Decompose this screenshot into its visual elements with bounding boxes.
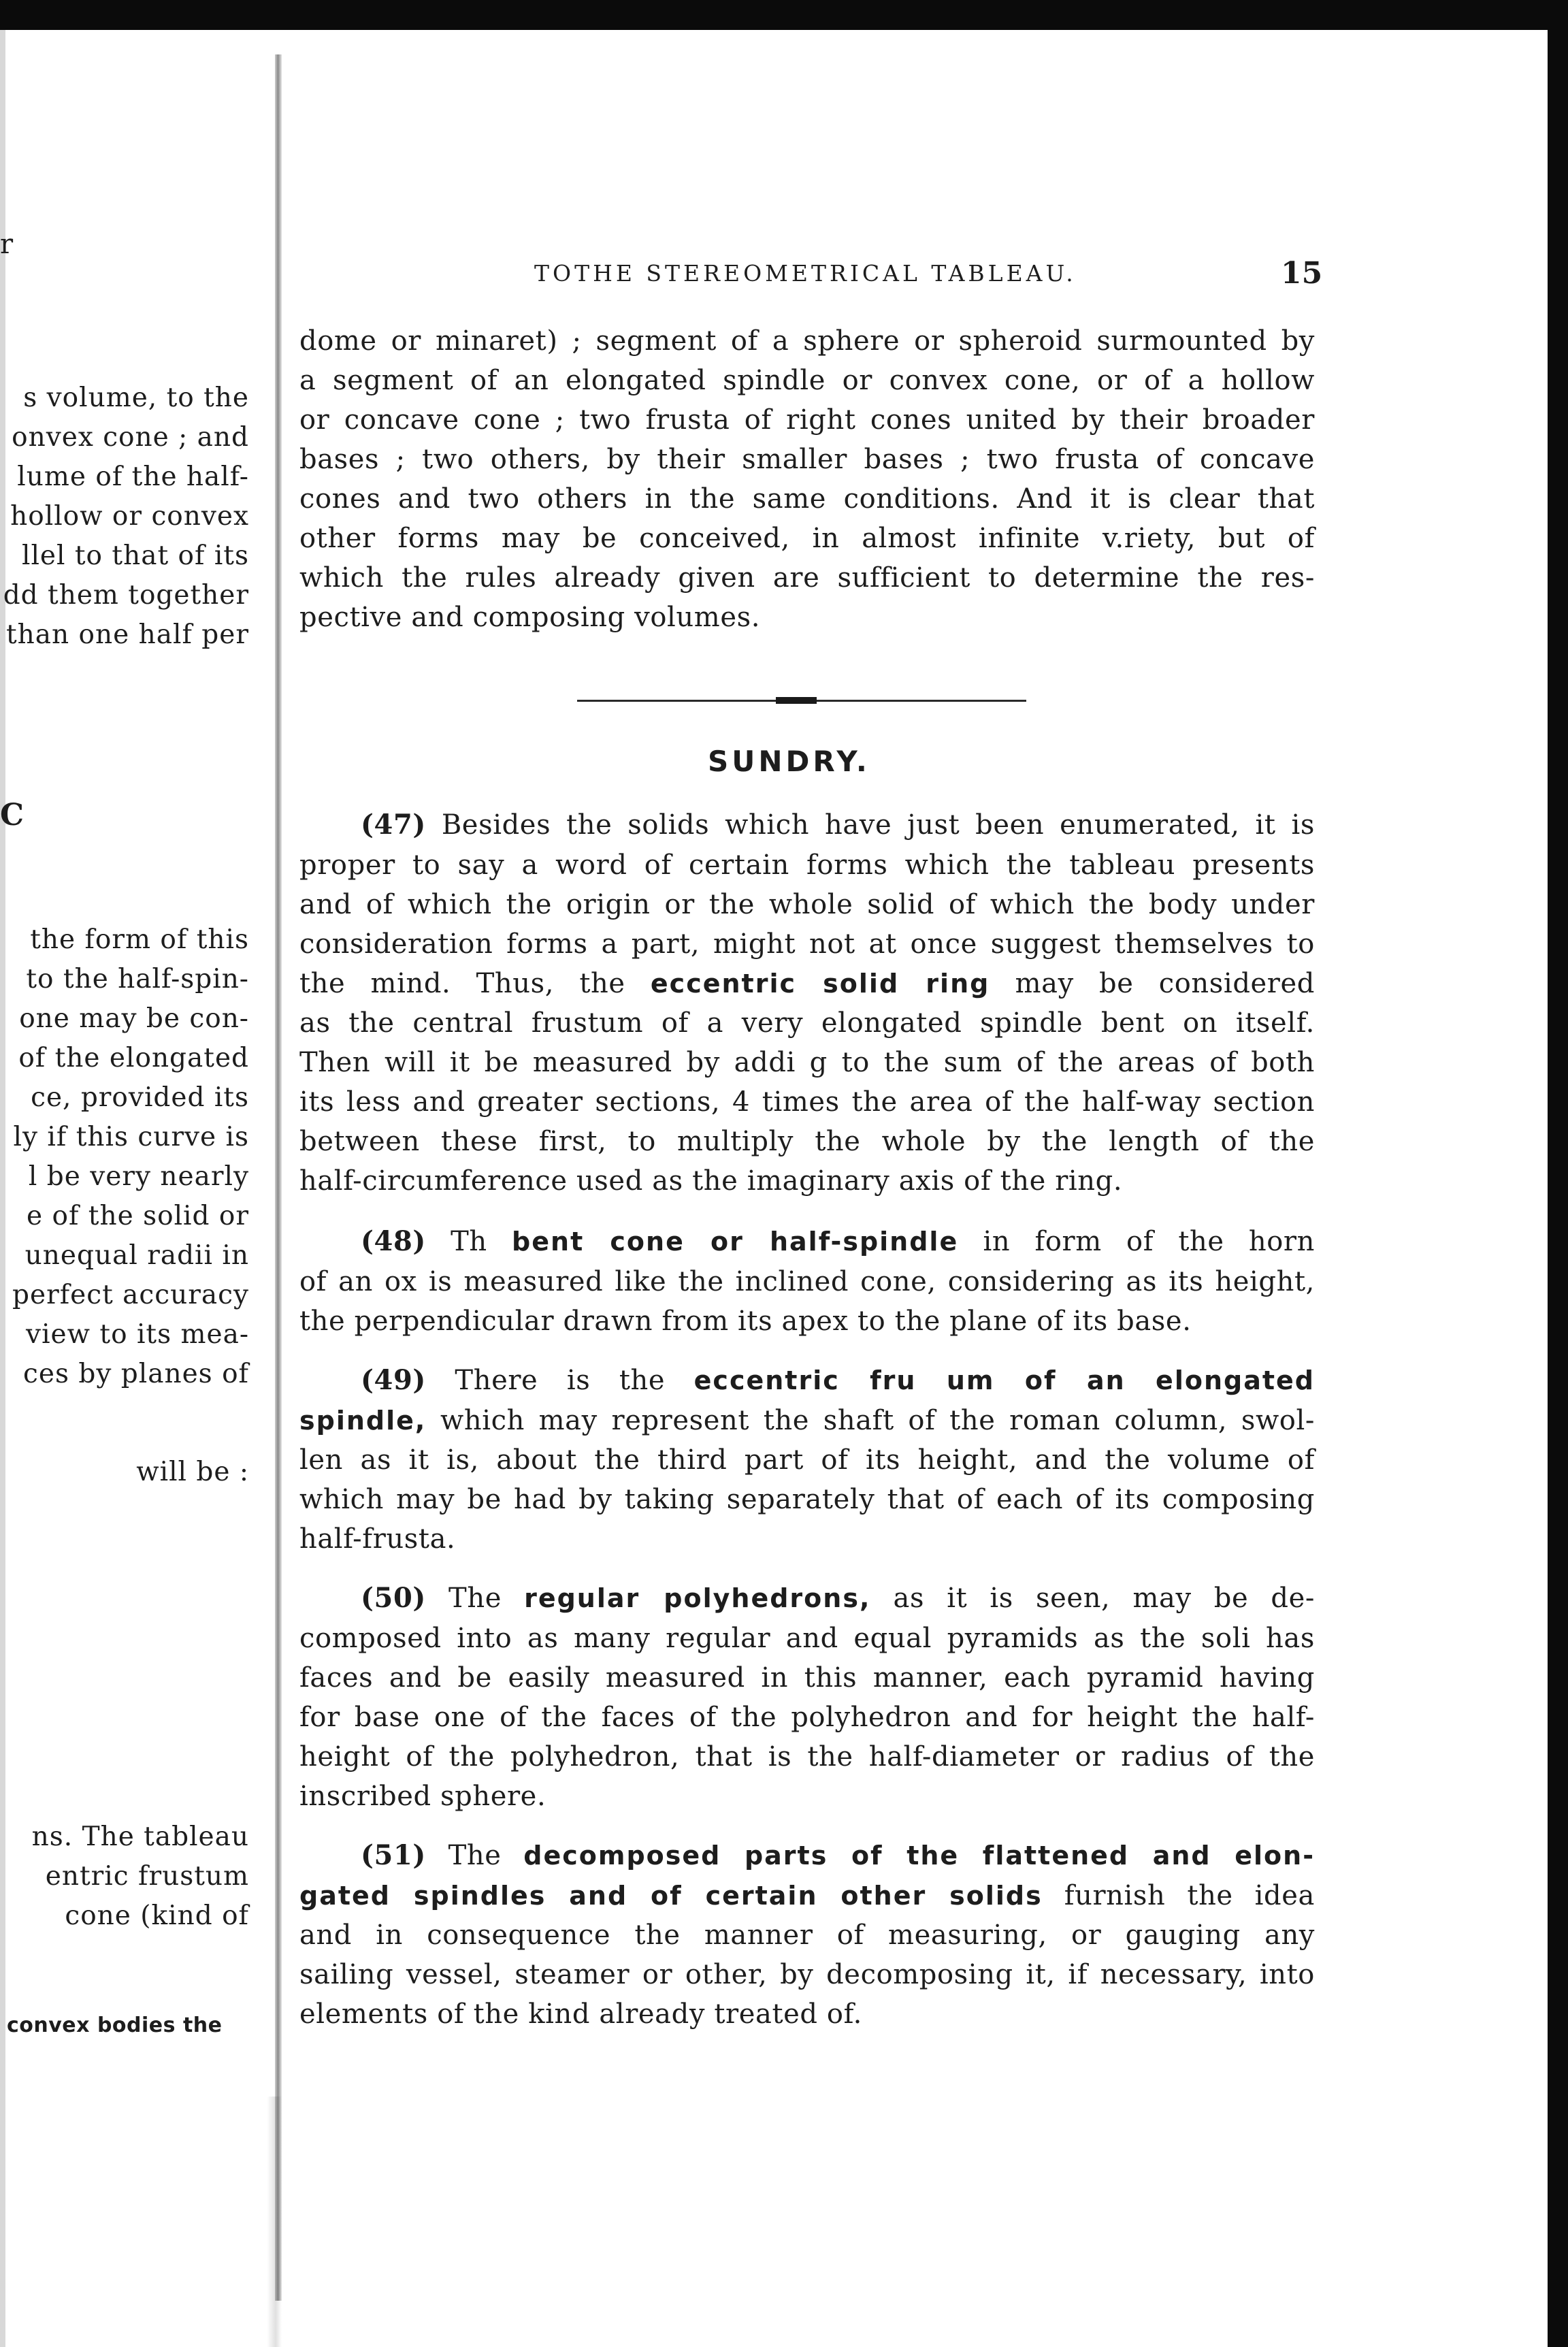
left-fragment-line: lume of the half- — [17, 462, 249, 492]
left-fragment-line: dd them together — [3, 580, 249, 611]
paragraph-50-line: faces and be easily measured in this manner, each pyramid having — [299, 1662, 1315, 1694]
left-fragment-line: of the elongated — [18, 1043, 249, 1073]
paragraph-50-line: composed into as many regular and equal pyramids as the soli has — [299, 1623, 1315, 1654]
paragraph-49-line: len as it is, about the third part of its height, and the volume of — [299, 1444, 1315, 1476]
page-number: 15 — [1281, 256, 1323, 291]
left-fragment-line: llel to that of its — [21, 540, 249, 571]
paragraph-50-line: (50) The regular polyhedrons, as it is seen, may be de- — [361, 1582, 1315, 1614]
paragraph-49-line: half-frusta. — [299, 1523, 456, 1555]
paragraph-47-line: Then will it be measured by addi g to the sum of the areas of both — [299, 1047, 1315, 1078]
left-fragment-line: perfect accuracy — [12, 1280, 249, 1310]
paragraph-51-line: (51) The decomposed parts of the flattened and elon- — [361, 1839, 1315, 1871]
left-fragment-heading-letter: C — [0, 798, 25, 832]
left-fragment-line: ces by planes of — [23, 1359, 249, 1389]
paragraph-49-line: spindle, which may represent the shaft of the roman column, swol- — [299, 1405, 1315, 1436]
paragraph-47-line: as the central frustum of a very elongated spindle bent on itself. — [299, 1007, 1315, 1039]
paragraph-number: (51) — [361, 1839, 426, 1871]
bold-term: bent cone or half-spindle — [512, 1227, 959, 1257]
left-fragment-line: l be very nearly — [28, 1161, 249, 1192]
running-head: TOTHE STEREOMETRICAL TABLEAU. — [534, 260, 1077, 287]
left-fragment-line: ly if this curve is — [13, 1122, 249, 1152]
left-fragment-line: unequal radii in — [24, 1240, 249, 1271]
paragraph-51-line: gated spindles and of certain other solids furnish the idea — [299, 1880, 1315, 1911]
paragraph-number: (47) — [361, 809, 426, 841]
paragraph-number: (48) — [361, 1225, 426, 1257]
body-line: cones and two others in the same conditions. And it is clear that — [299, 483, 1315, 515]
left-fragment-line: ce, provided its — [31, 1082, 249, 1113]
paragraph-49-line: which may be had by taking separately that of each of its composing — [299, 1484, 1315, 1515]
left-fragment-line: ns. The tableau — [31, 1822, 249, 1852]
paragraph-51-line: sailing vessel, steamer or other, by decomposing it, if necessary, into — [299, 1959, 1315, 1990]
left-fragment-line: s volume, to the — [23, 383, 249, 413]
paragraph-47-line: (47) Besides the solids which have just been enumerated, it is — [361, 809, 1315, 841]
paragraph-51-line: and in consequence the manner of measuring, or gauging any — [299, 1920, 1315, 1951]
paragraph-number: (49) — [361, 1364, 426, 1396]
paragraph-47-line: its less and greater sections, 4 times the area of the half-way section — [299, 1086, 1315, 1118]
body-line: dome or minaret) ; segment of a sphere or spheroid surmounted by — [299, 325, 1315, 357]
paragraph-47-line: half-circumference used as the imaginary axis of the ring. — [299, 1165, 1123, 1197]
book-gutter — [275, 54, 282, 2301]
bold-term: gated spindles and of certain other solids — [299, 1881, 1043, 1911]
paragraph-47-line: and of which the origin or the whole solid of which the body under — [299, 889, 1315, 920]
paragraph-number: (50) — [361, 1582, 426, 1614]
left-fragment-footnote: convex bodies the — [7, 2013, 223, 2037]
left-fragment-mark: r — [0, 229, 14, 260]
paragraph-47-line: the mind. Thus, the eccentric solid ring may be considered — [299, 968, 1315, 999]
left-fragment-line: entric frustum — [45, 1861, 249, 1892]
gutter-shadow — [267, 2097, 282, 2347]
bold-term: eccentric solid ring — [650, 969, 990, 999]
section-divider-ornament — [776, 697, 817, 704]
body-line: other forms may be conceived, in almost infinite v.riety, but of — [299, 523, 1315, 554]
bold-term: eccentric fru um of an elongated — [693, 1365, 1315, 1395]
paragraph-49-line: (49) There is the eccentric fru um of an elongated — [361, 1364, 1315, 1396]
left-fragment-line: will be : — [136, 1457, 249, 1487]
left-page-fragment — [0, 0, 267, 2347]
paragraph-48-line: (48) Th bent cone or half-spindle in form of the horn — [361, 1225, 1315, 1257]
left-fragment-line: onvex cone ; and — [12, 422, 249, 453]
paragraph-51-line: elements of the kind already treated of. — [299, 1998, 862, 2030]
paragraph-50-line: inscribed sphere. — [299, 1781, 546, 1812]
left-fragment-line: hollow or convex — [10, 501, 249, 532]
paragraph-47-line: between these first, to multiply the whole by the length of the — [299, 1126, 1315, 1157]
paragraph-48-line: of an ox is measured like the inclined cone, considering as its height, — [299, 1266, 1315, 1297]
section-heading: SUNDRY. — [708, 745, 870, 778]
left-fragment-line: view to its mea- — [26, 1319, 249, 1350]
body-line: which the rules already given are sufficient to determine the res- — [299, 562, 1315, 594]
scan-right-border — [1548, 0, 1568, 2347]
paragraph-48-line: the perpendicular drawn from its apex to the plane of its base. — [299, 1306, 1192, 1337]
left-fragment-line: the form of this — [30, 924, 249, 955]
left-fragment-line: than one half per — [6, 619, 249, 650]
bold-term: decomposed parts of the flattened and elon- — [523, 1841, 1315, 1871]
bold-term: regular polyhedrons, — [524, 1583, 871, 1613]
left-fragment-line: to the half-spin- — [26, 964, 249, 994]
paragraph-50-line: height of the polyhedron, that is the half-diameter or radius of the — [299, 1741, 1315, 1773]
paragraph-47-line: consideration forms a part, might not at once suggest themselves to — [299, 928, 1315, 960]
paragraph-47-line: proper to say a word of certain forms which the tableau presents — [299, 849, 1315, 881]
body-line: bases ; two others, by their smaller bases ; two frusta of concave — [299, 444, 1315, 475]
body-line: a segment of an elongated spindle or convex cone, or of a hollow — [299, 365, 1315, 396]
paragraph-50-line: for base one of the faces of the polyhedron and for height the half- — [299, 1702, 1315, 1733]
body-line: pective and composing volumes. — [299, 602, 761, 633]
bold-term: spindle, — [299, 1406, 427, 1436]
left-fragment-line: cone (kind of — [65, 1900, 249, 1931]
body-line: or concave cone ; two frusta of right cones united by their broader — [299, 404, 1315, 436]
left-fragment-line: e of the solid or — [27, 1201, 249, 1231]
left-fragment-line: one may be con- — [19, 1003, 249, 1034]
